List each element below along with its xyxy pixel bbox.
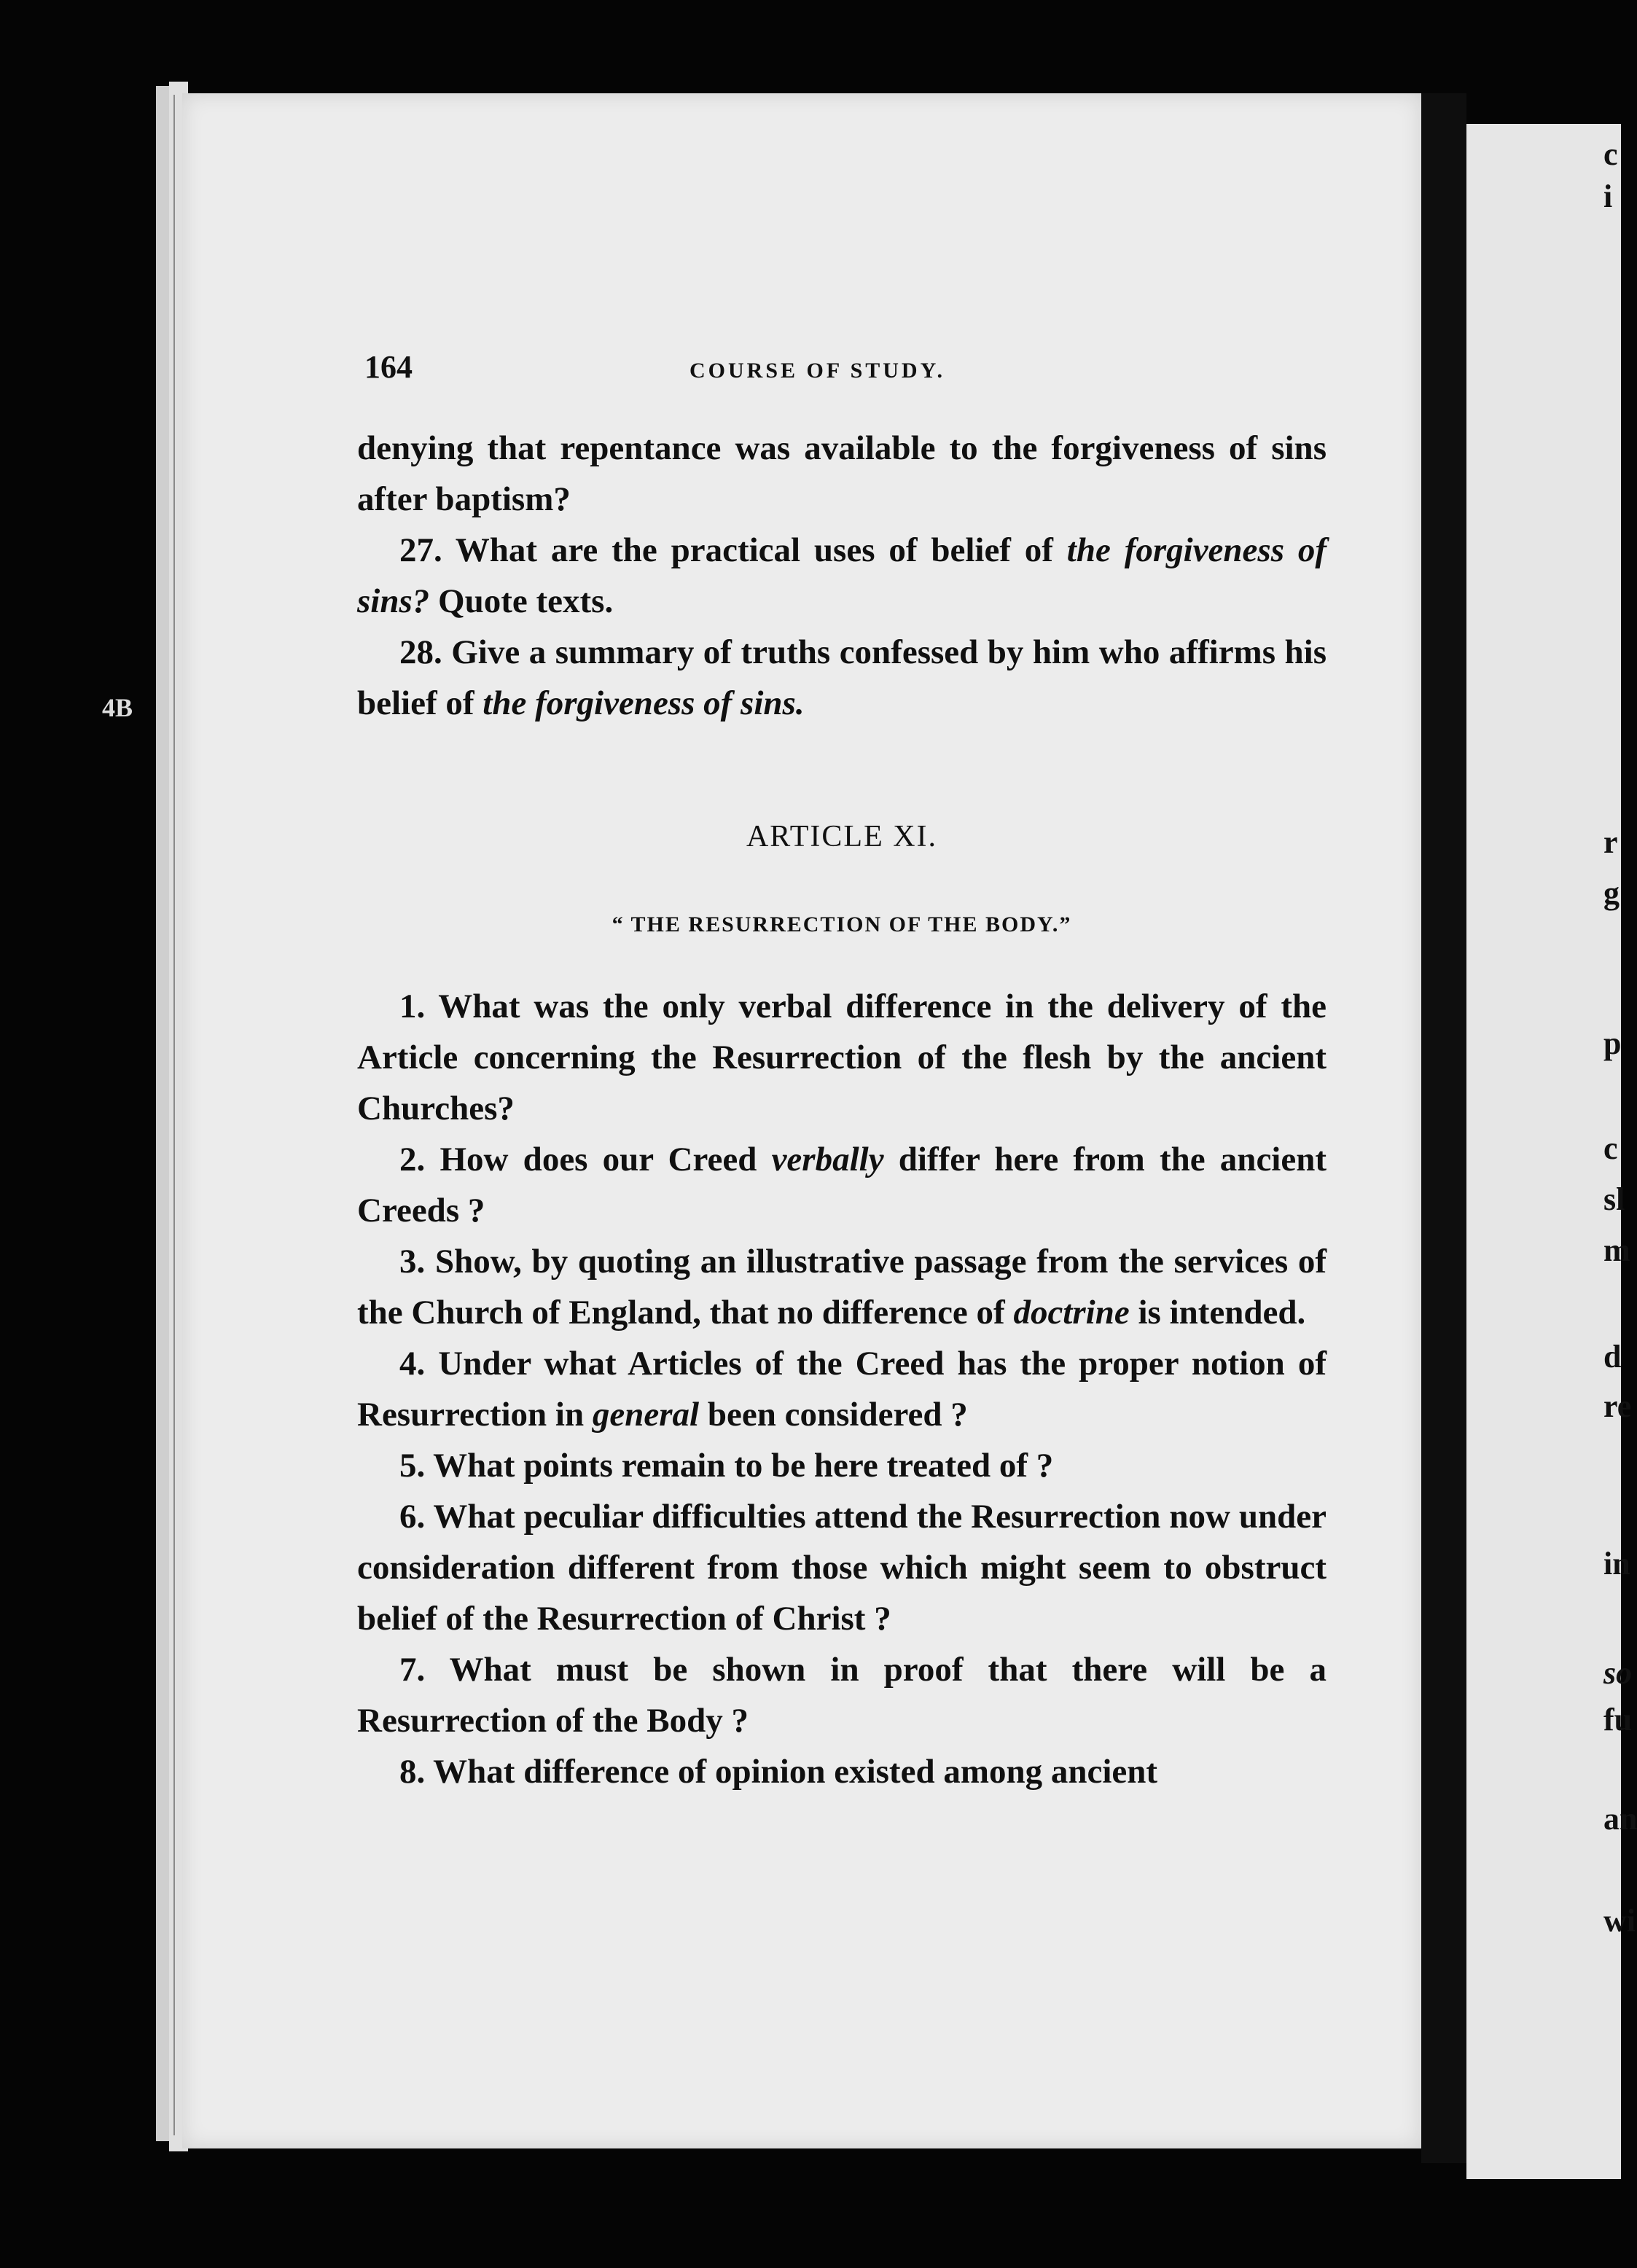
facing-fragment: d <box>1603 1339 1622 1375</box>
question-text: How does our Creed <box>439 1141 772 1178</box>
facing-fragment: fu <box>1603 1702 1633 1737</box>
facing-fragment: sl <box>1603 1181 1625 1217</box>
question-text: Quote texts. <box>429 582 614 620</box>
facing-fragment: so <box>1603 1655 1633 1691</box>
question-number: 4. <box>399 1345 426 1383</box>
facing-page <box>1466 124 1637 2179</box>
question-paragraph <box>357 1134 1327 1236</box>
question-number: 8. <box>399 1753 426 1791</box>
question-text: What was the only verbal difference in the delivery of the Article concerning the Resurrection of the flesh by the ancient Churches? <box>357 988 1327 1127</box>
question-emphasis: verbally <box>771 1141 884 1178</box>
facing-fragment: m <box>1603 1232 1630 1268</box>
question-text: What points remain to be here treated of ? <box>433 1447 1054 1485</box>
question-text: What difference of opinion existed among ancient <box>433 1753 1158 1791</box>
question-paragraph <box>357 1644 1327 1746</box>
facing-fragment: g <box>1603 875 1620 911</box>
question-emphasis: the forgiveness of sins. <box>482 684 805 722</box>
facing-fragment: in <box>1603 1546 1630 1581</box>
book-gutter <box>1421 93 1466 2163</box>
page-header <box>364 348 1341 392</box>
question-emphasis: doctrine <box>1013 1294 1130 1332</box>
margin-mark: 4B <box>102 693 133 722</box>
facing-fragment: an <box>1603 1801 1637 1837</box>
question-text: What must be shown in proof that there will be a Resurrection of the Body ? <box>357 1651 1327 1740</box>
question-paragraph <box>357 1236 1327 1338</box>
question-emphasis: general <box>592 1396 700 1434</box>
question-text: What peculiar difficulties attend the Resurrection now under consideration different from those which might seem to obstruct belief of the Resurrection of Christ ? <box>357 1498 1327 1638</box>
page-body <box>357 423 1327 1797</box>
question-number: 3. <box>399 1243 426 1280</box>
facing-fragment: re <box>1603 1388 1632 1424</box>
facing-fragment: wi <box>1603 1903 1636 1939</box>
question-paragraph <box>357 1440 1327 1491</box>
question-paragraph <box>357 1491 1327 1644</box>
question-emphasis: the forgiveness of sins? <box>357 531 1327 620</box>
running-head: COURSE OF STUDY. <box>689 359 946 383</box>
question-number: 5. <box>399 1447 426 1485</box>
article-subtitle: “ THE RESURRECTION OF THE BODY.” <box>612 912 1072 936</box>
facing-fragment: p <box>1603 1025 1622 1061</box>
facing-fragment: r <box>1603 824 1618 860</box>
question-text: Give a summary of truths confessed by him who affirms his belief of <box>357 633 1327 722</box>
question-paragraph <box>357 1338 1327 1440</box>
question-number: 7. <box>399 1651 426 1689</box>
question-number: 1. <box>399 988 426 1025</box>
question-text: Under what Articles of the Creed has the proper notion of Resurrection in <box>357 1345 1327 1434</box>
question-number: 6. <box>399 1498 426 1536</box>
facing-fragment: c <box>1603 136 1618 172</box>
question-text: Show, by quoting an illustrative passage from the services of the Church of England, that no difference of <box>357 1243 1327 1332</box>
question-paragraph <box>357 981 1327 1134</box>
question-text: is intended. <box>1129 1294 1306 1332</box>
facing-fragment: i <box>1603 179 1613 214</box>
question-paragraph <box>357 1746 1327 1797</box>
page-edge-line <box>173 95 175 2135</box>
question-text: What are the practical uses of belief of <box>455 531 1067 569</box>
question-number: 28. <box>399 633 442 671</box>
question-paragraph <box>357 627 1327 729</box>
article-title: ARTICLE XI. <box>746 820 938 853</box>
question-text: differ here from the ancient Creeds ? <box>357 1141 1327 1229</box>
question-paragraph <box>357 525 1327 627</box>
continuation-paragraph: denying that repentance was available to the forgiveness of sins after baptism? <box>357 429 1327 518</box>
facing-fragment: c <box>1603 1130 1618 1166</box>
question-number: 2. <box>399 1141 426 1178</box>
question-text: been considered ? <box>699 1396 968 1434</box>
page-number: 164 <box>364 349 413 385</box>
question-number: 27. <box>399 531 442 569</box>
